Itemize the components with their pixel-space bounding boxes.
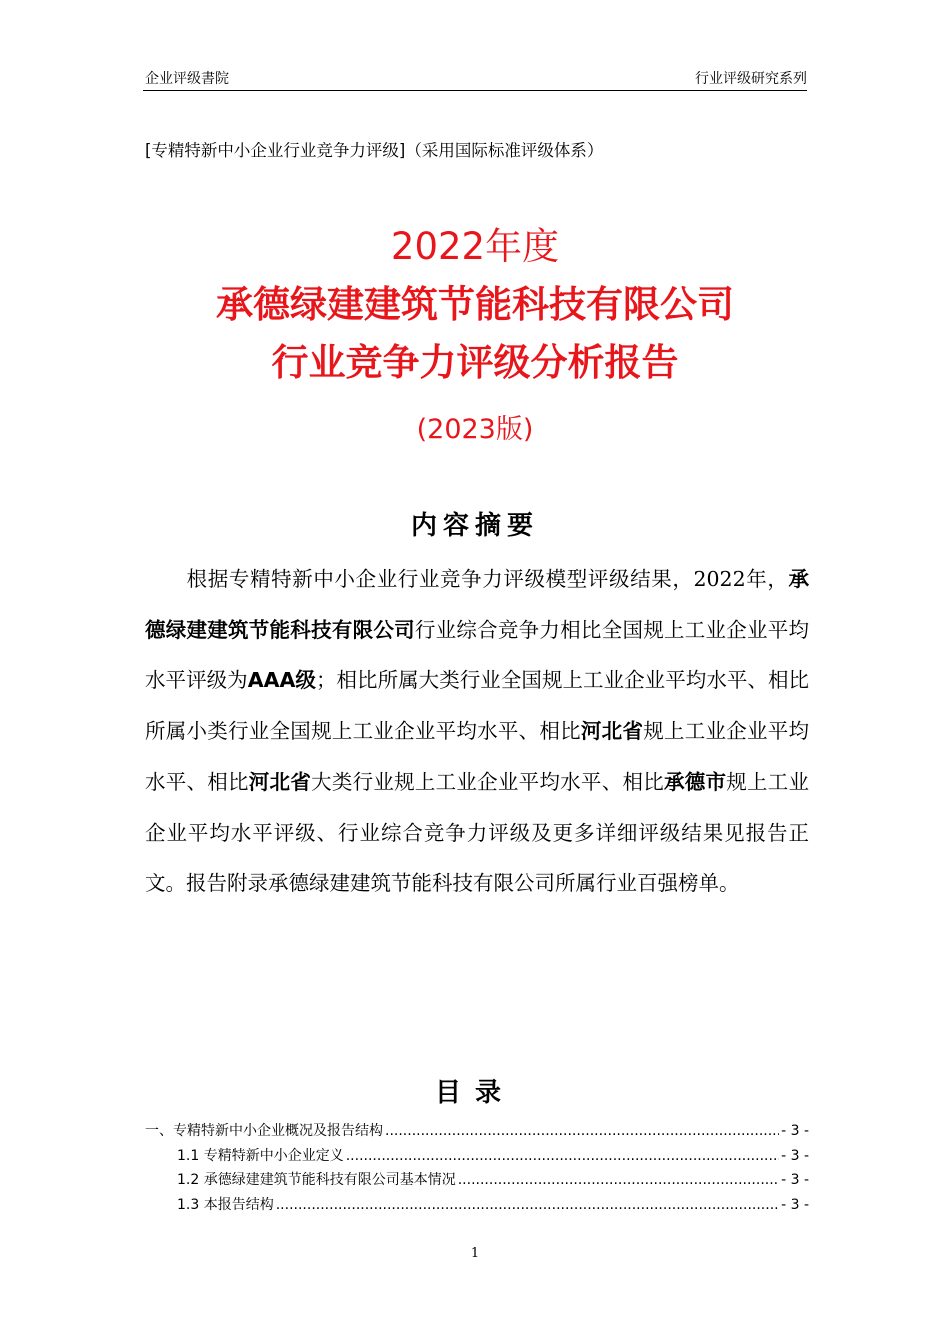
abstract-highlight: AAA级 [247, 668, 316, 693]
toc-entry[interactable] [145, 1194, 809, 1219]
toc-leader-dots [458, 1172, 779, 1188]
report-subtitle: [专精特新中小企业行业竞争力评级]（采用国际标准评级体系） [145, 141, 604, 160]
toc-entry-page: - 3 - [781, 1123, 809, 1139]
abstract-text: 规上工业企业平均水平评级、行业综合竞争力评级及更多详细评级结果见报告正文。报告附录承德绿建建筑节能科技有限公司所属行业百强榜单。 [145, 769, 810, 896]
abstract-text: 规上工业企业平均水平、相比 [145, 719, 810, 794]
toc-heading: 目录 [434, 1078, 515, 1108]
page-number: 1 [470, 1246, 480, 1261]
toc-leader-dots [346, 1148, 779, 1164]
header-divider [143, 90, 807, 91]
toc-entry[interactable] [145, 1120, 809, 1145]
abstract-highlight: 河北省 [248, 769, 312, 794]
abstract-text: 根据专精特新中小企业行业竞争力评级模型评级结果，2022年， [186, 567, 789, 591]
toc-entry-label: 1.1 专精特新中小企业定义 [177, 1147, 344, 1164]
toc-entry-page: - 3 - [781, 1172, 809, 1188]
toc-entry-page: - 3 - [781, 1147, 809, 1164]
toc-leader-dots [385, 1123, 779, 1139]
toc-entry[interactable] [145, 1145, 809, 1170]
title-company: 承德绿建建筑节能科技有限公司 [216, 283, 734, 326]
header-left: 企业评级書院 [145, 71, 229, 87]
abstract-text: 大类行业规上工业企业平均水平、相比 [311, 769, 664, 794]
abstract-highlight: 河北省 [580, 719, 644, 744]
abstract-heading: 内容摘要 [410, 511, 539, 541]
title-version: (2023版) [416, 414, 534, 445]
table-of-contents [145, 1120, 809, 1218]
abstract-highlight: 承德市 [663, 769, 727, 794]
toc-entry[interactable] [145, 1169, 809, 1194]
title-report-name: 行业竞争力评级分析报告 [271, 341, 679, 384]
toc-entry-label: 1.3 本报告结构 [177, 1196, 274, 1213]
abstract-text: ；相比所属大类行业全国规上工业企业平均水平、相比所属小类行业全国规上工业企业平均水平、相比 [145, 668, 810, 744]
title-year: 2022年度 [390, 225, 560, 268]
abstract-highlight: 承德绿建建筑节能科技有限公司 [145, 567, 809, 642]
header-right: 行业评级研究系列 [695, 71, 807, 87]
report-title [0, 218, 950, 450]
toc-leader-dots [276, 1197, 779, 1213]
toc-entry-page: - 3 - [781, 1196, 809, 1213]
abstract-paragraph [145, 554, 809, 909]
abstract-text: 行业综合竞争力相比全国规上工业企业平均水平评级为 [145, 617, 810, 693]
toc-entry-label: 1.2 承德绿建建筑节能科技有限公司基本情况 [177, 1172, 456, 1188]
toc-entry-label: 一、专精特新中小企业概况及报告结构 [145, 1123, 383, 1139]
